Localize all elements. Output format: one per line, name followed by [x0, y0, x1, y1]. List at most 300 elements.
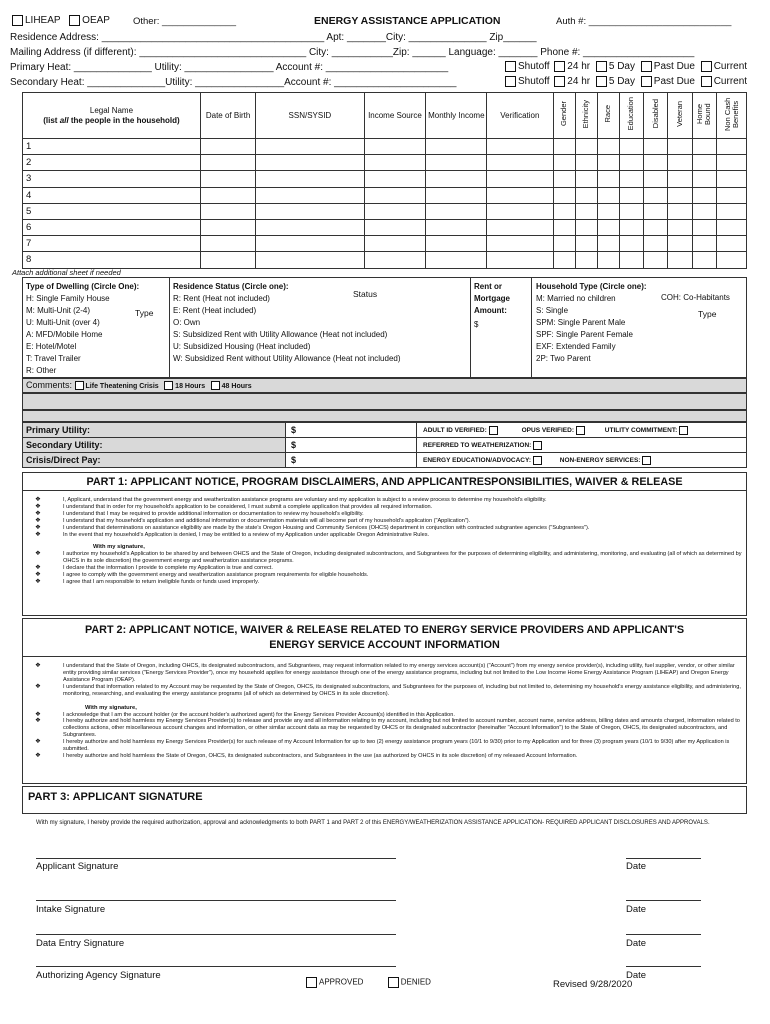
part2-bullet: ❖ I hereby authorize and hold harmless my Energy Services Provider(s) to release and provide any and all information relating to my account, including but not limited to account number, account name, service address, billing dates and amounts charged, information related to collections actions, other miscellaneous account changes and information, or other similar account data as may be requested by OHCS or its designated subcontractor (hereinafter "Account Information") to the State of Oregon, OHCS, its designated subcontractors, and Subgrantees. — [35, 717, 740, 739]
weatherization-checkbox[interactable] — [533, 441, 542, 450]
18-hours-checkbox[interactable] — [164, 381, 173, 390]
table-cell[interactable] — [619, 155, 643, 171]
48-hours-label: 48 Hours — [221, 383, 252, 390]
header-gender — [553, 93, 575, 139]
part2-bullet: ❖ I understand that the State of Oregon, including OHCS, its designated subcontractors, and Subgrantees, may request information related to my energy services account(s) ("Account") from my energy service provider(s), including utility, fuel supplier, vendor, or other similar entity providing similar services ("Energy Services Provider"), once my household applies for energy assistance through one of the energy assistance programs, including but not limited to the Low Income Home Energy Assistance Program (LIHEAP) and Oregon Energy Assistance Program (OEAP). — [35, 662, 735, 683]
header-veteran — [668, 93, 692, 139]
verify-row-2 — [417, 438, 747, 453]
adult-id-label: ADULT ID VERIFIED: — [423, 426, 487, 434]
table-cell[interactable] — [200, 155, 255, 171]
table-cell[interactable] — [619, 252, 643, 268]
table-cell[interactable] — [200, 203, 255, 219]
rent-dollar[interactable]: $ — [474, 320, 479, 329]
table-cell[interactable] — [553, 187, 575, 203]
part2-title-line1: PART 2: APPLICANT NOTICE, WAIVER & RELEASE RELATED TO ENERGY SERVICE PROVIDERS AND APPLICANT'S — [84, 624, 685, 636]
part1-bullet: ❖ I authorize my household's Application to be shared by and between OHCS and the State of Oregon, including designated subcontractors, and Subgrantees for the purposes of determining eligibility, and administering, monitoring, and evaluating (all of which as determined by OHCS in its sole discretion) the government energy and weatherization assistance programs. — [35, 550, 742, 565]
table-cell[interactable] — [487, 219, 553, 235]
data-entry-date-label: Date — [626, 938, 647, 949]
approved-checkbox[interactable] — [306, 977, 317, 988]
dwelling-option[interactable]: R: Other — [26, 366, 57, 375]
table-cell[interactable] — [692, 187, 716, 203]
applicant-signature-label: Applicant Signature — [36, 861, 119, 872]
dwelling-option[interactable]: T: Travel Trailer — [26, 354, 81, 363]
part1-bullets-a — [11, 497, 746, 538]
table-cell[interactable] — [364, 139, 426, 155]
denied-label: DENIED — [400, 977, 431, 987]
table-cell[interactable] — [668, 171, 692, 187]
row-number[interactable]: 4 — [23, 187, 201, 203]
table-cell[interactable] — [256, 139, 364, 155]
residence-option[interactable]: O: Own — [173, 318, 201, 327]
table-cell[interactable] — [487, 252, 553, 268]
table-cell[interactable] — [364, 171, 426, 187]
table-cell[interactable] — [553, 203, 575, 219]
household-table — [22, 92, 747, 269]
utility-commitment-label: UTILITY COMMITMENT: — [604, 426, 678, 434]
primary-utility-label: Primary Utility: — [23, 423, 286, 438]
part1-bullet: ❖ I agree that I am responsible to return ineligible funds or funds used improperly. — [35, 578, 260, 586]
table-cell[interactable] — [717, 139, 747, 155]
table-row — [23, 171, 747, 187]
table-row — [23, 236, 747, 252]
table-cell[interactable] — [200, 219, 255, 235]
table-cell[interactable] — [487, 236, 553, 252]
table-cell[interactable] — [200, 171, 255, 187]
agency-signature-label: Authorizing Agency Signature — [36, 970, 161, 981]
table-cell[interactable] — [644, 252, 668, 268]
race-label: Race — [603, 105, 613, 123]
table-cell[interactable] — [256, 171, 364, 187]
row-number[interactable]: 1 — [23, 139, 201, 155]
primary-24hr-checkbox[interactable] — [554, 61, 565, 72]
dwelling-option[interactable]: M: Multi-Unit (2-4) — [26, 306, 91, 315]
residence-status-label: Status — [353, 289, 378, 299]
dwelling-type-label: Type — [135, 308, 154, 318]
header-dob: Date of Birth — [200, 93, 255, 139]
part1-bullet-text: I, Applicant, understand that the government energy and weatherization assistance programs are voluntary and my application is subject to a review process to determine my household's eligibility. — [63, 497, 547, 503]
dwelling-option[interactable]: H: Single Family House — [26, 294, 110, 303]
row-number[interactable]: 8 — [23, 252, 201, 268]
household-option[interactable]: EXF: Extended Family — [536, 342, 616, 351]
row-number[interactable]: 2 — [23, 155, 201, 171]
table-cell[interactable] — [597, 139, 619, 155]
table-cell[interactable] — [364, 236, 426, 252]
legal-name-sub-pre: (list — [43, 115, 60, 125]
table-cell[interactable] — [692, 139, 716, 155]
part1-bullet: ❖ I declare that the information I provide to complete my Application is true and correct. — [35, 564, 273, 572]
header-legal-name — [23, 93, 201, 139]
table-row — [23, 187, 747, 203]
table-cell[interactable] — [668, 236, 692, 252]
table-cell[interactable] — [575, 155, 597, 171]
part2-bullet: ❖ I hereby authorize and hold harmless the State of Oregon, OHCS, its designated subcontractors, and Subgrantees in the use (as authorized by OHCS in its sole discretion) of my released Account Information. — [35, 751, 578, 759]
approval-options — [306, 977, 431, 988]
program-options — [12, 15, 110, 26]
residence-address-line[interactable]: Residence Address: ________________________________________ Apt: _______City: ______________ Zip______ — [10, 32, 537, 43]
crisis-pay-label: Crisis/Direct Pay: — [23, 453, 286, 468]
table-cell[interactable] — [668, 219, 692, 235]
part1-bullet: ❖ I, Applicant, understand that the government energy and weatherization assistance programs are voluntary and my application is subject to a review process to determine my household's eligibility. — [35, 496, 547, 503]
header-home-bound — [692, 93, 716, 139]
part2-bullet-text: I hereby authorize and hold harmless the State of Oregon, OHCS, its designated subcontractors, and Subgrantees in the use (as authorized by OHCS in its sole discretion) of my released Account Information. — [63, 752, 578, 759]
agency-date-line[interactable] — [626, 966, 701, 967]
table-cell[interactable] — [487, 203, 553, 219]
table-cell[interactable] — [553, 236, 575, 252]
residence-option[interactable]: U: Subsidized Housing (Heat included) — [173, 342, 311, 351]
legal-name-sub-all: all — [59, 115, 69, 125]
part2-bullet: ❖ I understand that information related to my Account may be requested by the State of Oregon, OHCS, its designated subcontractors, and Subgrantees for the purposes of, including but not limited to, determining my household's energy assistance eligibility, and administering, monitoring, researching, and evaluating the energy assistance programs (all of which as determined by OHCS in its sole discretion). — [35, 682, 741, 697]
applicant-date-line[interactable] — [626, 858, 701, 859]
header-race — [597, 93, 619, 139]
mailing-address-line[interactable]: Mailing Address (if different): ______________________________ City: ___________Zip: ______ Language: _______ Phone #: ____________________ — [10, 47, 695, 58]
row-number[interactable]: 7 — [23, 236, 201, 252]
secondary-pastdue-checkbox[interactable] — [641, 76, 652, 87]
table-cell[interactable] — [644, 139, 668, 155]
household-option[interactable]: 2P: Two Parent — [536, 354, 591, 363]
table-cell[interactable] — [426, 252, 487, 268]
table-cell[interactable] — [717, 203, 747, 219]
part2-bullet-text: I hereby authorize and hold harmless my Energy Services Provider(s) to release and provide any and all information relating to my account, including but not limited to account number, account name, service address, billing dates and amounts charged, information related to collections actions, other miscellaneous account changes and information, or other similar account data as may be requested by OHCS or its designated subcontractor (hereinafter "Account Information") to the State of Oregon, OHCS, its designated subcontractors, and Subgrantees. — [63, 718, 740, 739]
data-entry-signature-line[interactable] — [36, 934, 396, 935]
residence-status-options — [173, 293, 401, 365]
primary-shutoff-checkbox[interactable] — [505, 61, 516, 72]
veteran-label: Veteran — [675, 101, 685, 127]
revised-date: Revised 9/28/2020 — [553, 979, 633, 990]
mortgage-label: Mortgage — [474, 294, 510, 303]
secondary-utility-amount[interactable]: $ — [286, 438, 417, 453]
table-cell[interactable] — [426, 139, 487, 155]
table-cell[interactable] — [200, 139, 255, 155]
part1-title: PART 1: APPLICANT NOTICE, PROGRAM DISCLAIMERS, AND APPLICANTRESPONSIBILITIES, WAIVER & RELEASE — [23, 473, 746, 491]
table-cell[interactable] — [487, 187, 553, 203]
secondary-heat-status — [505, 76, 747, 87]
intake-signature-line[interactable] — [36, 900, 396, 901]
verify-row-1 — [417, 423, 747, 438]
table-cell[interactable] — [597, 236, 619, 252]
applicant-date-label: Date — [626, 861, 647, 872]
table-row — [23, 139, 747, 155]
table-cell[interactable] — [717, 252, 747, 268]
row-number[interactable]: 3 — [23, 171, 201, 187]
table-cell[interactable] — [619, 236, 643, 252]
secondary-heat-line[interactable]: Secondary Heat: ______________Utility: ________________Account #: ______________________ — [10, 77, 457, 88]
utility-commitment-checkbox[interactable] — [679, 426, 688, 435]
table-cell[interactable] — [426, 171, 487, 187]
header-monthly-income: Monthly Income — [426, 93, 487, 139]
table-cell[interactable] — [364, 203, 426, 219]
non-cash-label: Non Cash Benefits — [722, 97, 740, 131]
primary-utility-amount[interactable]: $ — [286, 423, 417, 438]
rent-label: Rent or — [474, 282, 502, 291]
status-label: 24 hr — [567, 61, 591, 73]
table-cell[interactable] — [692, 203, 716, 219]
household-option[interactable]: M: Married no children — [536, 294, 616, 303]
status-label: 5 Day — [608, 61, 635, 73]
table-cell[interactable] — [364, 252, 426, 268]
legal-name-sub-post: the people in the household) — [68, 115, 180, 125]
table-cell[interactable] — [597, 252, 619, 268]
part2-section — [22, 618, 747, 784]
table-cell[interactable] — [256, 219, 364, 235]
part2-title-line2: ENERGY SERVICE ACCOUNT INFORMATION — [269, 639, 500, 651]
comments-row — [26, 380, 252, 390]
status-label: Past Due — [653, 61, 695, 73]
comments-line-2[interactable] — [22, 410, 747, 422]
table-cell[interactable] — [553, 139, 575, 155]
table-cell[interactable] — [619, 139, 643, 155]
table-cell[interactable] — [575, 139, 597, 155]
dwelling-option[interactable]: A: MFD/Mobile Home — [26, 330, 103, 339]
table-cell[interactable] — [692, 236, 716, 252]
header-disabled — [644, 93, 668, 139]
primary-5day-checkbox[interactable] — [596, 61, 607, 72]
household-option[interactable]: SPM: Single Parent Male — [536, 318, 626, 327]
status-label: Shutoff — [518, 76, 550, 88]
table-cell[interactable] — [575, 236, 597, 252]
table-cell[interactable] — [717, 236, 747, 252]
dwelling-option[interactable]: E: Hotel/Motel — [26, 342, 77, 351]
table-cell[interactable] — [575, 171, 597, 187]
opus-label: OPUS VERIFIED: — [521, 426, 574, 434]
gender-label: Gender — [559, 101, 569, 127]
part1-signature-note: With my signature, — [93, 544, 145, 551]
table-cell[interactable] — [426, 219, 487, 235]
table-cell[interactable] — [668, 139, 692, 155]
household-table-header — [23, 93, 747, 139]
table-cell[interactable] — [597, 203, 619, 219]
agency-date-label: Date — [626, 970, 647, 981]
table-cell[interactable] — [644, 203, 668, 219]
table-row — [23, 219, 747, 235]
part1-bullet: ❖ I agree to comply with the government energy and weatherization assistance program requirements for eligible households. — [35, 571, 369, 579]
table-cell[interactable] — [668, 187, 692, 203]
part3-title: PART 3: APPLICANT SIGNATURE — [28, 791, 203, 803]
header-non-cash — [717, 93, 747, 139]
table-cell[interactable] — [692, 252, 716, 268]
part2-bullet-text: I acknowledge that I am the account holder (or the account holder's authorized agent) for the Energy Services Provider Account(s) identified in this Application. — [63, 711, 455, 718]
data-entry-date-line[interactable] — [626, 934, 701, 935]
table-cell[interactable] — [619, 187, 643, 203]
part1-bullet-text: I understand that in order for my household's application to be considered, I must submit a complete application that provides all required information. — [63, 503, 433, 510]
primary-heat-line[interactable]: Primary Heat: ______________ Utility: ________________ Account #: ______________________ — [10, 62, 449, 73]
home-bound-label: Home Bound — [695, 103, 713, 125]
cohabitants-option[interactable]: COH: Co-Habitants — [661, 293, 730, 302]
comments-line-1[interactable] — [22, 393, 747, 410]
table-cell[interactable] — [597, 171, 619, 187]
part1-bullet: ❖ I understand that in order for my household's application to be considered, I must submit a complete application that provides all required information. — [35, 502, 433, 510]
intake-date-line[interactable] — [626, 900, 701, 901]
header-ssn: SSN/SYSID — [256, 93, 364, 139]
education-label: ENERGY EDUCATION/ADVOCACY: — [423, 456, 531, 464]
agency-signature-line[interactable] — [36, 966, 396, 967]
comments-label: Comments: — [26, 380, 73, 390]
table-cell[interactable] — [644, 171, 668, 187]
disabled-label: Disabled — [650, 99, 660, 129]
part1-bullet-text: I declare that the information I provide to complete my Application is true and correct. — [63, 565, 273, 572]
intake-signature-label: Intake Signature — [36, 904, 106, 915]
table-cell[interactable] — [487, 139, 553, 155]
part2-bullet-text: I understand that information related to my Account may be requested by the State of Oregon, OHCS, its designated subcontractors, and Subgrantees for the purposes of, including but not limited to, determining my household's energy assistance eligibility, and administering, monitoring, researching, and evaluating the energy assistance programs (all of which as determined by OHCS in its sole discretion). — [63, 683, 741, 697]
status-label: Current — [713, 76, 748, 88]
table-cell[interactable] — [426, 236, 487, 252]
table-cell[interactable] — [619, 203, 643, 219]
part1-bullet-text: I understand that I may be required to provide additional information or documentation to review my household's eligibility. — [63, 510, 364, 517]
table-cell[interactable] — [487, 155, 553, 171]
status-label: 5 Day — [608, 76, 635, 88]
table-cell[interactable] — [619, 219, 643, 235]
primary-current-checkbox[interactable] — [701, 61, 712, 72]
18-hours-label: 18 Hours — [175, 383, 206, 390]
residence-status-title: Residence Status (Circle one): — [173, 282, 289, 291]
residence-option[interactable]: E: Rent (Heat included) — [173, 306, 257, 315]
table-cell[interactable] — [364, 219, 426, 235]
table-cell[interactable] — [717, 187, 747, 203]
table-cell[interactable] — [597, 187, 619, 203]
48-hours-checkbox[interactable] — [211, 381, 220, 390]
secondary-24hr-checkbox[interactable] — [554, 76, 565, 87]
part1-bullets-b — [11, 551, 746, 586]
table-cell[interactable] — [575, 219, 597, 235]
table-cell[interactable] — [644, 187, 668, 203]
table-cell[interactable] — [619, 171, 643, 187]
dwelling-section — [22, 277, 747, 378]
row-number[interactable]: 6 — [23, 219, 201, 235]
part1-bullet-text: I understand that determinations on assistance eligibility are made by the state's Oregon Housing and Community Services (OHCS) department in conjunction with contracted subgrantee agencies ("Subgrantees"). — [63, 524, 590, 531]
ethnicity-label: Ethnicity — [581, 99, 591, 129]
table-cell[interactable] — [426, 187, 487, 203]
table-cell[interactable] — [717, 171, 747, 187]
table-cell[interactable] — [256, 187, 364, 203]
table-cell[interactable] — [668, 203, 692, 219]
status-label: 24 hr — [567, 76, 591, 88]
table-cell[interactable] — [256, 203, 364, 219]
primary-heat-status — [505, 61, 747, 72]
residence-option[interactable]: S: Subsidized Rent with Utility Allowance (Heat not included) — [173, 330, 388, 339]
education-checkbox[interactable] — [533, 456, 542, 465]
table-cell[interactable] — [256, 155, 364, 171]
table-cell[interactable] — [644, 219, 668, 235]
table-cell[interactable] — [692, 219, 716, 235]
table-cell[interactable] — [553, 252, 575, 268]
crisis-label: Life Theatening Crisis — [85, 383, 159, 390]
table-cell[interactable] — [364, 187, 426, 203]
oeap-label: OEAP — [82, 15, 110, 27]
header-income-source: Income Source — [364, 93, 426, 139]
payment-row — [23, 453, 747, 468]
household-option[interactable]: S: Single — [536, 306, 569, 315]
liheap-checkbox[interactable] — [12, 15, 23, 26]
part1-bullet-text: I authorize my household's Application to be shared by and between OHCS and the State of Oregon, including designated subcontractors, and Subgrantees for the purposes of determining eligibility, and administering, monitoring, and evaluating (all of which as determined by OHCS in its sole discretion) the government energy and weatherization assistance programs. — [63, 551, 742, 565]
secondary-shutoff-checkbox[interactable] — [505, 76, 516, 87]
secondary-current-checkbox[interactable] — [701, 76, 712, 87]
table-cell[interactable] — [364, 155, 426, 171]
status-label: Past Due — [653, 76, 695, 88]
opus-checkbox[interactable] — [576, 426, 585, 435]
table-cell[interactable] — [692, 155, 716, 171]
table-cell[interactable] — [717, 219, 747, 235]
residence-option[interactable]: R: Rent (Heat not included) — [173, 294, 270, 303]
liheap-label: LIHEAP — [25, 15, 61, 27]
table-cell[interactable] — [200, 236, 255, 252]
secondary-5day-checkbox[interactable] — [596, 76, 607, 87]
household-option[interactable]: SPF: Single Parent Female — [536, 330, 633, 339]
table-cell[interactable] — [426, 155, 487, 171]
form-title: ENERGY ASSISTANCE APPLICATION — [314, 15, 501, 27]
table-cell[interactable] — [200, 187, 255, 203]
primary-pastdue-checkbox[interactable] — [641, 61, 652, 72]
table-cell[interactable] — [256, 236, 364, 252]
part2-bullet-text: I hereby authorize and hold harmless my Energy Services Provider(s) for such release of my Account Information for up to two (2) energy assistance program years (10/1 to 9/30) prior to my Application and for three (3) program years (10/1 to 9/30) after my Application is submitted. — [63, 739, 730, 753]
household-type-options — [536, 293, 633, 365]
part3-text: With my signature, I hereby provide the required authorization, approval and acknowledgments to both PART 1 and PART 2 of this ENERGY/WEATHERIZATION ASSISTANCE APPLICATION- REQUIRED APPLICANT DISCLOSURES AND APPROVALS. — [36, 820, 710, 826]
part1-bullet: ❖ I understand that I may be required to provide additional information or documentation to review my household's eligibility. — [35, 509, 364, 517]
table-cell[interactable] — [597, 155, 619, 171]
header-ethnicity — [575, 93, 597, 139]
part2-bullets-a — [11, 663, 746, 698]
table-cell[interactable] — [575, 252, 597, 268]
adult-id-checkbox[interactable] — [489, 426, 498, 435]
part2-bullets-b — [11, 712, 746, 760]
table-cell[interactable] — [553, 155, 575, 171]
status-label: Shutoff — [518, 61, 550, 73]
amount-label: Amount: — [474, 306, 507, 315]
table-cell[interactable] — [487, 171, 553, 187]
applicant-signature-line[interactable] — [36, 858, 396, 859]
secondary-utility-label: Secondary Utility: — [23, 438, 286, 453]
part3-header — [22, 786, 747, 814]
table-cell[interactable] — [692, 171, 716, 187]
denied-checkbox[interactable] — [388, 977, 399, 988]
auth-number-field[interactable]: Auth #: ___________________________ — [556, 16, 732, 27]
other-field[interactable]: Other: ______________ — [133, 16, 237, 27]
crisis-checkbox[interactable] — [75, 381, 84, 390]
payment-row — [23, 423, 747, 438]
table-cell[interactable] — [717, 155, 747, 171]
education-label: Education — [626, 97, 636, 131]
oeap-checkbox[interactable] — [69, 15, 80, 26]
table-cell[interactable] — [575, 187, 597, 203]
table-row — [23, 203, 747, 219]
header-education — [619, 93, 643, 139]
part2-bullet-text: I understand that the State of Oregon, including OHCS, its designated subcontractors, and Subgrantees, may request information related to my energy services account(s) ("Account") from my energy service provider(s), including utility, fuel supplier, vendor, or other similar entity providing similar services ("Energy Services Provider"), once my household applies for energy assistance through one of the energy assistance programs, including but not limited to the Low Income Home Energy Assistance Program (LIHEAP) and Oregon Energy Assistance Program (OEAP). — [63, 663, 735, 683]
table-cell[interactable] — [668, 252, 692, 268]
data-entry-signature-label: Data Entry Signature — [36, 938, 125, 949]
crisis-pay-amount[interactable]: $ — [286, 453, 417, 468]
row-number[interactable]: 5 — [23, 203, 201, 219]
part1-bullet: ❖ I understand that my household's application and additional information or documentation materials will all become part of my household's application ("Application"). — [35, 516, 471, 524]
table-cell[interactable] — [668, 155, 692, 171]
non-energy-checkbox[interactable] — [642, 456, 651, 465]
table-cell[interactable] — [426, 203, 487, 219]
residence-option[interactable]: W: Subsidized Rent without Utility Allowance (Heat not included) — [173, 354, 401, 363]
dwelling-option[interactable]: U: Multi-Unit (over 4) — [26, 318, 100, 327]
table-cell[interactable] — [575, 203, 597, 219]
part1-bullet-text: I understand that my household's application and additional information or documentation materials will all become part of my household's application ("Application"). — [63, 517, 471, 524]
approved-label: APPROVED — [319, 977, 364, 987]
table-cell[interactable] — [553, 219, 575, 235]
attach-note: Attach additional sheet if needed — [12, 268, 121, 277]
dwelling-options — [26, 293, 110, 377]
table-cell[interactable] — [597, 219, 619, 235]
table-cell[interactable] — [644, 155, 668, 171]
table-cell[interactable] — [553, 171, 575, 187]
table-cell[interactable] — [200, 252, 255, 268]
table-cell[interactable] — [644, 236, 668, 252]
table-row — [23, 155, 747, 171]
legal-name-label: Legal Name — [89, 105, 134, 115]
part1-bullet-text: I agree to comply with the government energy and weatherization assistance program requirements for eligible households. — [63, 572, 369, 579]
table-cell[interactable] — [256, 252, 364, 268]
